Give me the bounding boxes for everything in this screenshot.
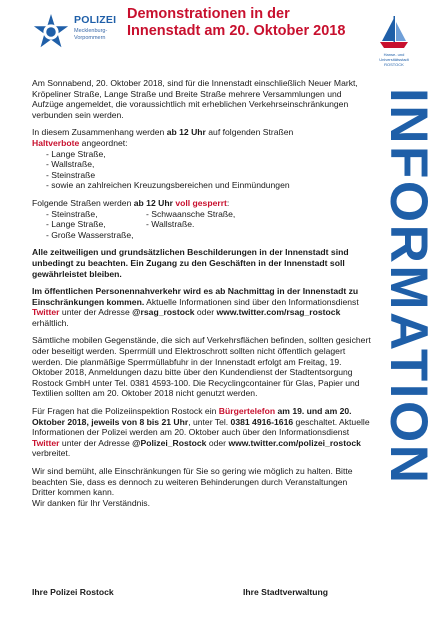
sperrungen-list: [32, 209, 372, 241]
paragraph-gegenstaende: Sämtliche mobilen Gegenstände, die sich auf Verkehrsflächen befinden, sollten gesichert oder beseitigt werden. Sperrmüll und Elektroschrott sollten nicht öffentlich gelagert werden. Die planmäßige Sperrmüllabfuhr in der Innenstadt erfolgt am Freitag, 19. Oktober 2018, Anmeldungen dazu bitte über den Kundendienst der Stadtentsorgung Rostock GmbH unter Tel. 0381 4593-100. Die Recyclingcontainer für Glas, Papier und Textilien sollten am 20. Oktober 2018 nicht genutzt werden.: [32, 335, 371, 399]
paragraph-buergertelefon: Für Fragen hat die Polizeiinspektion Rostock ein Bürgertelefon am 19. und am 20. Oktober 2018, jeweils von 8 bis 21 Uhr, unter Tel. 0381 4916-1616 geschaltet. Aktuelle Informationen der Polizei werden am 20. Oktober auch über den Informationsdienst Twitter unter der Adresse @Polizei_Rostock oder www.twitter.com/polizei_rostock verbreitet.: [32, 406, 370, 459]
twitter-label: Twitter: [32, 307, 60, 318]
page-title: [127, 6, 367, 40]
signature-police: Ihre Polizei Rostock: [32, 587, 114, 597]
paragraph-closing: Wir sind bemüht, alle Einschränkungen für Sie so gering wie möglich zu halten. Bitte beachten Sie, dass es dennoch zu weiteren Behinderungen durch Veranstaltungen Dritter kommen kann. Wir danken für Ihr Verständnis.: [32, 466, 353, 508]
information-banner-text: INFORMATION: [379, 88, 438, 486]
list-item: - Lange Straße,: [46, 148, 106, 159]
paragraph-nahverkehr: Im öffentlichen Personennahverkehr wird es ab Nachmittag in der Innenstadt zu Einschränkungen kommen. Aktuelle Informationen sind über den Informationsdienst Twitter unter der Adresse @rsag_rostock oder www.twitter.com/rsag_rostock erhältlich.: [32, 286, 359, 328]
city-ship-logo-icon: [372, 12, 416, 56]
paragraph-sperrungen: Folgende Straßen werden ab 12 Uhr voll gesperrt: - Steinstraße, - Lange Straße, - Große Wasserstraße, - Schwaansche Straße, - Wallstraße.: [32, 198, 372, 240]
buergertelefon-highlight: Bürgertelefon: [218, 406, 276, 417]
paragraph-haltverbote: In diesem Zusammenhang werden ab 12 Uhr auf folgenden Straßen Haltverbote angeordnet: - Lange Straße, - Wallstraße, - Steinstraße - sowie an zahlreichen Kreuzungsbereichen und Einmündungen: [32, 127, 372, 191]
main-content: [32, 78, 372, 515]
police-star-icon: [32, 12, 70, 52]
phone-number: 0381 4916-1616: [230, 416, 294, 427]
rsag-handle: @rsag_rostock: [132, 307, 195, 318]
twitter-label: Twitter: [32, 437, 60, 448]
police-wordmark: [74, 14, 120, 41]
haltverbote-highlight: Haltverbote: [32, 137, 80, 148]
polizei-handle: @Polizei_Rostock: [132, 437, 207, 448]
sperrung-highlight: voll gesperrt: [175, 197, 227, 208]
list-item: - Wallstraße,: [46, 159, 95, 170]
list-item: - Steinstraße,: [46, 208, 98, 219]
city-logo-caption: Hanse- und Universitätsstadt ROSTOCK: [379, 52, 409, 67]
paragraph-intro: Am Sonnabend, 20. Oktober 2018, sind für die Innenstadt einschließlich Neuer Markt, Kröpeliner Straße, Lange Straße und Breite Straße mehrere Versammlungen und Aufzüge angemeldet, die voraussichtlich mit erheblichen Verkehrseinschränkungen verbunden sein werden.: [32, 78, 358, 120]
list-item: - sowie an zahlreichen Kreuzungsbereichen und Einmündungen: [46, 180, 290, 191]
paragraph-beschilderung: Alle zeitweiligen und grundsätzlichen Beschilderungen in der Innenstadt sind unbedingt zu beachten. Ein Zugang zu den Geschäften in der Innenstadt soll gewährleistet bleiben.: [32, 247, 349, 279]
page-title-line-1: Demonstrationen in der: [127, 6, 290, 22]
list-item: - Große Wasserstraße,: [46, 229, 134, 240]
rsag-url: www.twitter.com/rsag_rostock: [216, 307, 341, 318]
polizei-url: www.twitter.com/polizei_rostock: [228, 437, 361, 448]
police-name: POLIZEI: [74, 14, 117, 26]
police-region: Mecklenburg-Vorpommern: [74, 28, 108, 41]
page-title-line-2: Innenstadt am 20. Oktober 2018: [127, 23, 346, 39]
list-item: - Lange Straße,: [46, 219, 106, 230]
signature-city: Ihre Stadtverwaltung: [243, 587, 328, 597]
document-header: [0, 0, 440, 68]
information-banner: [379, 88, 438, 608]
list-item: - Schwaansche Straße,: [146, 208, 236, 219]
list-item: - Wallstraße.: [146, 219, 195, 230]
list-item: - Steinstraße: [46, 169, 96, 180]
